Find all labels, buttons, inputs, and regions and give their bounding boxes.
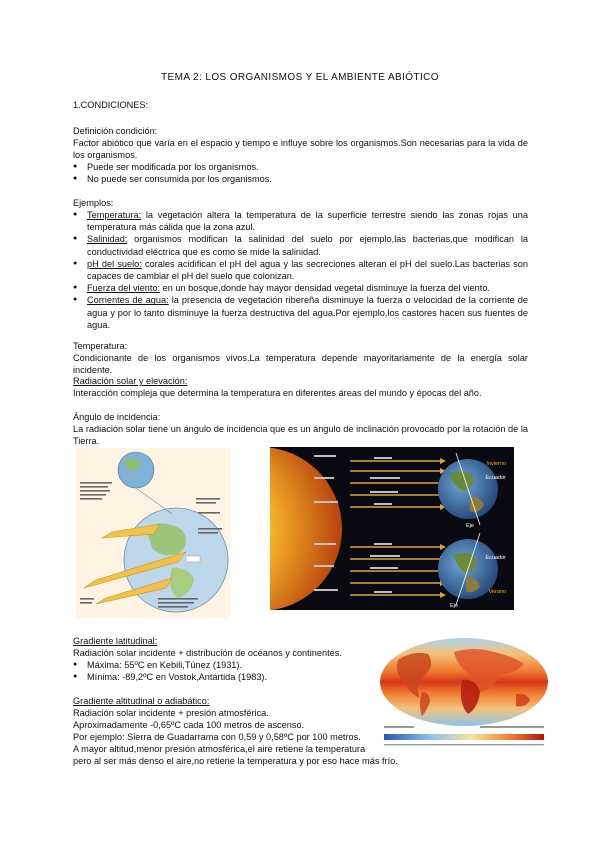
examples-list xyxy=(73,209,528,331)
list-item: ● Puede ser modificada por los organismos. xyxy=(73,161,528,173)
document-title: TEMA 2: LOS ORGANISMOS Y EL AMBIENTE ABIÓTICO xyxy=(161,72,439,83)
list-item: ● Salinidad: organismos modifican la salinidad del suelo por ejemplo,las bacterias,que modifican la conductividad eléctrica que es como se mide la salinidad. xyxy=(73,233,528,257)
summer-label: Verano xyxy=(488,589,506,595)
section-heading: 1.CONDICIONES: xyxy=(73,100,149,110)
latitudinal-heading: Gradiente latitudinal: xyxy=(73,636,158,646)
temperature-text: Condicionante de los organismos vivos.La temperatura depende mayoritariamente de la energía solar incidente. xyxy=(73,353,528,376)
angle-text: La radiación solar tiene un ángulo de incidencia que es un ángulo de inclinación provocado por la rotación de la Tierra. xyxy=(73,424,528,447)
list-item: ● Máxima: 55ºC en Kebili,Túnez (1931). xyxy=(73,659,373,671)
altitudinal-line: Por ejemplo: Sierra de Guadarrama con 0,59 y 0,58ºC por 100 metros. xyxy=(73,732,361,742)
definition-bullets xyxy=(73,161,528,185)
equator-label-top: Ecuador xyxy=(485,475,506,481)
list-item: ● Fuerza del viento: en un bosque,donde hay mayor densidad vegetal disminuye la fuerza del viento. xyxy=(73,282,528,294)
axis-label-top: Eje xyxy=(466,523,474,529)
list-item: ● Mínima: -89,2ºC en Vostok,Antártida (1983). xyxy=(73,671,373,683)
temperature-heading: Temperatura: xyxy=(73,341,128,351)
latitudinal-text: Radiación solar incidente + distribución de océanos y continentes. xyxy=(73,648,342,658)
term: Salinidad: xyxy=(87,234,128,245)
axis-label-bottom: Eje xyxy=(450,603,458,609)
latitudinal-bullets xyxy=(73,659,373,683)
temperature-map-illustration xyxy=(376,634,552,752)
definition-heading: Definición condición: xyxy=(73,126,158,136)
term: Temperatura: xyxy=(87,210,142,220)
equator-label-bottom: Ecuador xyxy=(485,555,506,561)
altitudinal-line: pero al ser más denso el aire,no retiene la temperatura y por eso hace más frío. xyxy=(73,756,398,766)
altitudinal-line: Radiación solar incidente + presión atmosférica. xyxy=(73,708,269,718)
seasons-diagram xyxy=(270,447,514,610)
angle-heading: Ángulo de incidencia: xyxy=(73,412,161,422)
incidence-angle-illustration xyxy=(76,448,230,618)
term: pH del suelo: xyxy=(87,258,142,269)
term: Fuerza del viento: xyxy=(87,283,161,294)
world-temperature-map xyxy=(376,634,552,752)
winter-label: Invierno xyxy=(486,461,506,467)
altitudinal-line: A mayor altitud,menor presión atmosférica,el aire retiene la temperatura xyxy=(73,744,366,754)
examples-heading: Ejemplos: xyxy=(73,198,114,208)
term: Corrientes de agua: xyxy=(87,295,169,306)
altitudinal-line: Aproximadamente -0,65ºC cada 100 metros de ascenso. xyxy=(73,720,305,730)
list-item: ● Corrientes de agua: la presencia de vegetación ribereña disminuye la fuerza o velocidad de la corriente de agua y por lo tanto disminuye la fuerza destructiva del agua.Por ejemplo,los castores hacen sus fuentes de agua. xyxy=(73,294,528,331)
list-item: ● Temperatura: la vegetación altera la temperatura de la superficie terrestre siendo las zonas rojas una temperatura más cálida que la zona azul. xyxy=(73,209,528,233)
seasons-illustration xyxy=(270,447,514,610)
definition-text: Factor abiótico que varía en el espacio y tiempo e influye sobre los organismos.Son necesarias para la vida de los organismos. xyxy=(73,138,528,161)
radiation-heading: Radiación solar y elevación: xyxy=(73,376,188,386)
list-item: ● No puede ser consumida por los organismos. xyxy=(73,173,528,185)
list-item: ● pH del suelo: corales acidifican el pH del agua y las secreciones alteran el pH del suelo.Las bacterias son capaces de cambiar el pH del suelo que colonizan. xyxy=(73,258,528,282)
altitudinal-heading: Gradiente altitudinal o adiabático: xyxy=(73,696,210,706)
incidence-angle-diagram xyxy=(76,448,230,618)
radiation-text: Interacción compleja que determina la temperatura en diferentes áreas del mundo y épocas del año. xyxy=(73,388,482,398)
